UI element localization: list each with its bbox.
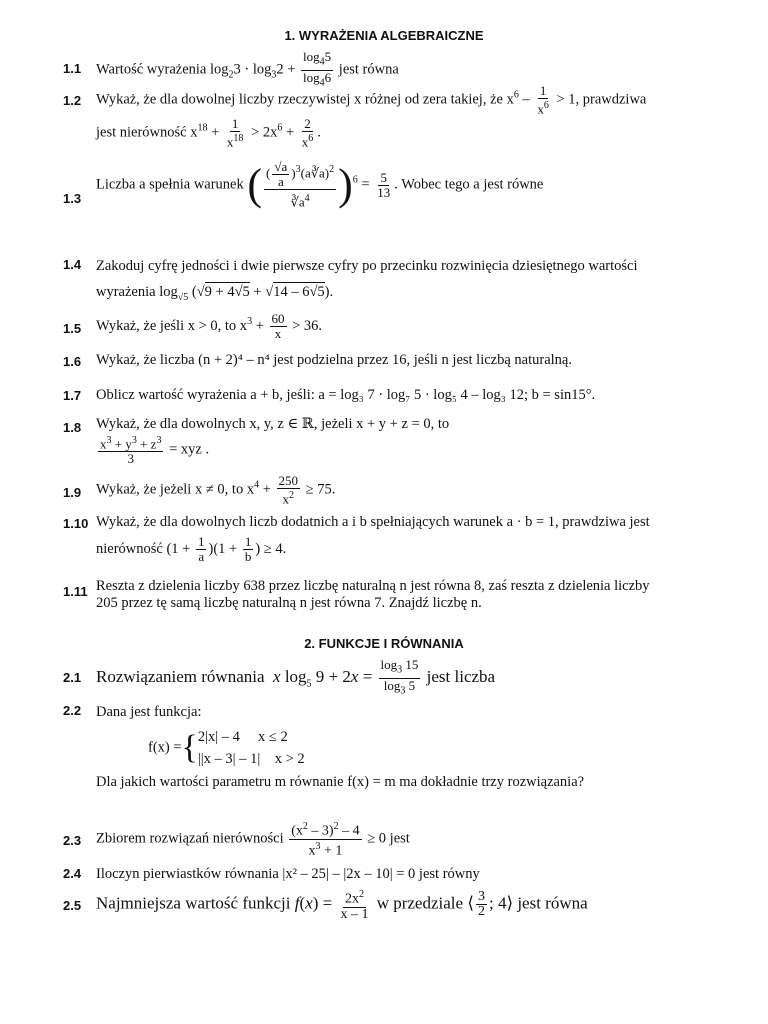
problem-1-9: Wykaż, że jeżeli x ≠ 0, to $x^4$ + $\frac{250}{x^2}$ ≥ 75.: [96, 473, 336, 507]
problem-2-5: Najmniejsza wartość funkcji f(x) = $\frac{2x^2}{x - 1}$ w przedziale ⟨ $\frac{3}{2}$ ; 4⟩ jest równa: [96, 889, 588, 922]
problem-number: 1.3: [63, 191, 82, 206]
problem-number: 1.1: [63, 61, 82, 76]
problem-1-7: Oblicz wartość wyrażenia a + b, jeśli: a = log₃ 7 · log₇ 5 · log₅ 4 – log₃ 12; b = sin15°.: [96, 387, 596, 403]
problem-number: 1.9: [63, 485, 82, 500]
problem-number: 1.5: [63, 321, 82, 336]
problem-2-4: Iloczyn pierwiastków równania |x² – 25| – |2x – 10| = 0 jest równy: [96, 866, 480, 882]
problem-number: 1.10: [63, 516, 89, 531]
problem-1-10: Wykaż, że dla dowolnych liczb dodatnich a i b spełniających warunek a · b = 1, prawdziwa jest: [96, 514, 650, 530]
problem-1-6: Wykaż, że liczba (n + 2)⁴ – n⁴ jest podzielna przez 16, jeśli n jest liczbą naturalną.: [96, 352, 572, 368]
section-2-title: 2. FUNKCJE I RÓWNANIA: [304, 636, 464, 651]
problem-number: 1.4: [63, 257, 82, 272]
problem-1-4: Zakoduj cyfrę jedności i dwie pierwsze cyfry po przecinku rozwinięcia dziesiętnego wartości: [96, 258, 638, 274]
problem-number: 1.8: [63, 420, 82, 435]
problem-1-3: Liczba a spełnia warunek ( ( $\frac{√a}{a}$ )$^3$(a∛a)$^2$ $∛a^4$ )$^6$ = $\frac{5}{13}$ . Wobec tego a jest równe: [96, 159, 544, 210]
problem-number: 2.2: [63, 703, 82, 718]
problem-number: 1.6: [63, 354, 82, 369]
problem-number: 1.7: [63, 388, 82, 403]
problem-1-8-cont: $\frac{x^3 + y^3 + z^3}{3}$ = xyz .: [100, 435, 210, 467]
problem-2-2-function: f(x) ={2|x| – 4 x ≤ 2 ||x – 3| – 1| x > 2: [148, 729, 305, 767]
problem-1-10-cont: nierówność (1 + $\frac{1}{a}$ )(1 + $\frac{1}{b}$ ) ≥ 4.: [96, 534, 287, 564]
problem-1-2: Wykaż, że dla dowolnej liczby rzeczywistej x różnej od zera takiej, że $x^6$ – $\frac{1}{x^6}$ > 1, prawdziwa: [96, 83, 647, 117]
problem-1-2-cont: jest nierówność $x^{18}$ + $\frac{1}{x^{18}}$ > $2x^6$ + $\frac{2}{x^6}$ .: [96, 116, 321, 150]
problem-2-2: Dana jest funkcja:: [96, 704, 202, 720]
problem-1-11-cont: 205 przez tę samą liczbę naturalną n jest równa 7. Znajdź liczbę n.: [96, 595, 482, 611]
problem-number: 2.1: [63, 670, 82, 685]
problem-1-11: Reszta z dzielenia liczby 638 przez liczbę naturalną n jest równa 8, zaś reszta z dzielenia liczby: [96, 578, 650, 594]
section-1-title: 1. WYRAŻENIA ALGEBRAICZNE: [284, 28, 484, 43]
problem-number: 2.5: [63, 898, 82, 913]
problem-number: 2.4: [63, 866, 82, 881]
problem-number: 1.2: [63, 93, 82, 108]
problem-2-2-question: Dla jakich wartości parametru m równanie f(x) = m ma dokładnie trzy rozwiązania?: [96, 774, 585, 790]
problem-1-8: Wykaż, że dla dowolnych x, y, z ∈ ℝ, jeżeli x + y + z = 0, to: [96, 416, 450, 432]
problem-number: 2.3: [63, 833, 82, 848]
problem-1-4-cont: wyrażenia $\log_{√5} (√9 + 4√5 + √14 - 6√5)$.: [96, 284, 334, 303]
problem-2-1: Rozwiązaniem równania x $\log_5 9 + 2x$ = $\frac{\log_3 15}{\log_3 5}$ jest liczba: [96, 657, 496, 697]
problem-2-3: Zbiorem rozwiązań nierówności $\frac{(x^2 - 3)^2 - 4}{x^3 + 1}$ ≥ 0 jest: [96, 821, 410, 859]
problem-number: 1.11: [63, 584, 88, 599]
problem-1-5: Wykaż, że jeśli x > 0, to $x^3$ + $\frac{60}{x}$ > 36.: [96, 311, 323, 341]
problem-1-1: Wartość wyrażenia $\log_23 \cdot \log_32$ + $\frac{\log_45}{\log_46}$ jest równa: [96, 49, 399, 89]
